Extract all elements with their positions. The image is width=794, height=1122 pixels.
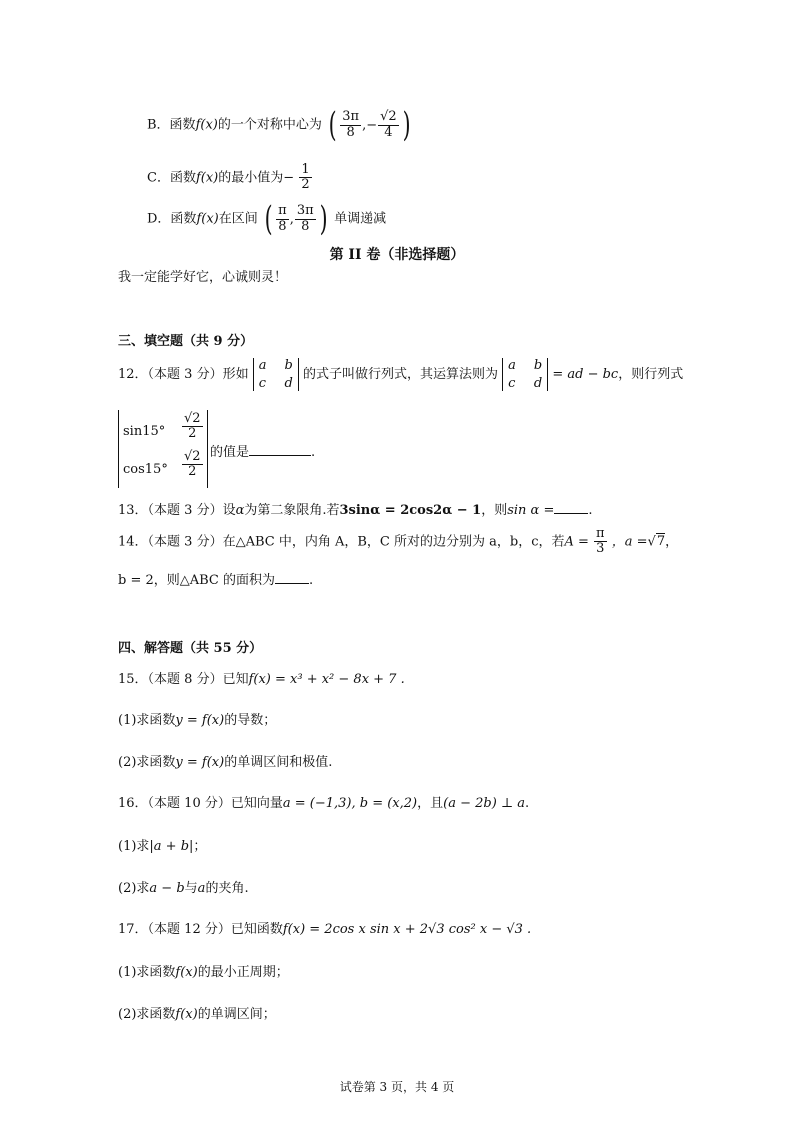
q12-tail-line: [210, 441, 315, 460]
q17-p2-post: 的单调区间；: [197, 1007, 276, 1022]
q15-part1: [118, 709, 276, 728]
q14-a-val: 7: [656, 534, 666, 550]
q12-mid: 的式子叫做行列式，其运算法则为: [302, 367, 498, 383]
q16-cond-pre: ，且: [417, 796, 444, 811]
q17-intro: 17．（本题 12 分）已知函数: [118, 922, 283, 937]
q12-det-r2c1: cos15°: [123, 462, 168, 477]
option-d-frac2-den: 8: [301, 218, 310, 234]
q16-p2-mid: 与: [184, 881, 198, 896]
option-c-frac-num: 1: [301, 162, 310, 177]
page-footer: 试卷第 3 页，共 4 页: [339, 1080, 455, 1094]
option-b-func: f(x): [195, 117, 218, 133]
q13-alpha: α: [235, 503, 245, 518]
q17-func: f(x) = 2cos x sin x + 2√3 cos² x − √3 .: [282, 922, 532, 937]
option-d-frac1-den: 8: [278, 218, 287, 234]
q16-part2: [118, 877, 249, 896]
q12-rule: = ad − bc: [552, 367, 619, 383]
q16-p1-expr: |a + b|: [149, 839, 194, 854]
q17-p2-expr: f(x): [175, 1007, 198, 1022]
q17-p2-pre: (2)求函数: [118, 1007, 176, 1022]
q14-A-den: 3: [596, 541, 605, 557]
q13-mid: 为第二象限角.若: [244, 503, 340, 518]
q12-det1-c: c: [258, 375, 266, 391]
q12-det2-b: b: [533, 358, 543, 373]
option-b-frac2-num: √2: [380, 109, 397, 125]
motto: 我一定能学好它，心诚则灵！: [118, 270, 288, 285]
q15-p1-post: 的导数；: [224, 713, 277, 728]
q14-line1: 14．（本题 3 分）在△ABC 中，内角 A，B，C 所对的边分别为 a，b，c，若A = $\frac{\pi}{3}$ ，a =√7，: [118, 526, 679, 557]
option-d-interval: ( $\frac{\pi}{8}$ , $\frac{3\pi}{8}$ ): [264, 199, 328, 239]
option-c: [147, 163, 313, 193]
option-d-suffix: 单调递减: [334, 211, 387, 227]
q12-det-r2c2-num: √2: [184, 449, 201, 464]
q12-tail: 的值是: [210, 445, 250, 460]
option-c-frac-den: 2: [301, 177, 310, 193]
q13-end: .: [588, 503, 593, 518]
q12-det-r2c2: [182, 450, 203, 480]
option-d-func: f(x): [196, 211, 219, 227]
option-b-point: ( $\frac{3\pi}{8}$ ,− $\frac{√2}{4}$ ): [328, 105, 411, 145]
option-b-frac1-num: 3π: [342, 109, 360, 125]
q16-p1-post: ；: [193, 839, 207, 854]
option-b-prefix: B．函数: [147, 117, 196, 133]
option-b-mid: 的一个对称中心为: [217, 117, 322, 133]
option-d-prefix: D．函数: [147, 211, 197, 227]
option-c-mid: 的最小值为: [218, 170, 284, 186]
q12-det2-d: d: [533, 375, 543, 391]
q12-det-r1c2: [182, 412, 203, 442]
q14-line2-pre: b = 2，则△ABC 的面积为: [118, 573, 276, 588]
q17-p1-post: 的最小正周期；: [197, 965, 289, 980]
q12-det1: [253, 358, 299, 391]
option-b: [147, 105, 413, 145]
option-d-sep: ,: [289, 211, 294, 227]
q12-pre: 12．（本题 3 分）形如: [118, 367, 249, 383]
q14-line2: [118, 569, 313, 588]
q13-ask: sin α =: [507, 503, 555, 518]
q16-p2-expr: a − b: [149, 881, 185, 896]
q12-answer-blank: [249, 455, 311, 456]
q14-answer-blank: [275, 583, 309, 584]
q15-part2: [118, 751, 332, 770]
q13-line: [118, 499, 593, 518]
q15-p2-post: 的单调区间和极值.: [224, 755, 333, 770]
q12-det2-a: a: [508, 358, 516, 373]
q15-p2-expr: y = f(x): [175, 755, 225, 770]
q12-post: ，则行列式: [618, 367, 684, 383]
q13-answer-blank: [554, 513, 588, 514]
q12-det-r1c2-num: √2: [184, 411, 201, 426]
section4-title: 四、解答题（共 55 分）: [118, 641, 263, 656]
q14-pre: 14．（本题 3 分）在△ABC 中，内角 A，B，C 所对的边分别为 a，b，c，若: [118, 534, 565, 550]
q12-det-r1c2-den: 2: [188, 426, 197, 442]
q16-part1: [118, 835, 206, 854]
option-c-func: f(x): [195, 170, 219, 186]
q17-part1: [118, 961, 289, 980]
q16-p2-expr2: a: [197, 881, 206, 896]
q13-post: ，则: [481, 503, 508, 518]
q12-det2-c: c: [508, 375, 516, 391]
q17-p1-pre: (1)求函数: [118, 965, 176, 980]
q15-p2-pre: (2)求函数: [118, 755, 176, 770]
q15-p1-pre: (1)求函数: [118, 713, 176, 728]
option-c-prefix: C．函数: [147, 170, 196, 186]
option-d-mid: 在区间: [218, 211, 258, 227]
option-d: [147, 199, 387, 239]
q17-part2: [118, 1003, 276, 1022]
q16-end: .: [525, 796, 530, 811]
q12-line1: [118, 358, 683, 391]
volume-title: 第 II 卷（非选择题）: [329, 247, 465, 263]
option-b-sep: ,−: [362, 117, 378, 133]
option-d-frac2-num: 3π: [296, 203, 314, 219]
q16-intro: 16．（本题 10 分）已知向量: [118, 796, 283, 811]
q14-A-label: A =: [564, 534, 589, 550]
q17-p1-expr: f(x): [175, 965, 198, 980]
option-c-neg: −: [283, 170, 295, 186]
q15-p1-expr: y = f(x): [175, 713, 225, 728]
option-d-frac1-num: π: [278, 203, 287, 219]
q16-p2-post: 的夹角.: [205, 881, 249, 896]
q12-det-r1c1: sin15°: [123, 424, 166, 439]
q12-det1-b: b: [284, 358, 293, 373]
q16-vec-expr: a = (−1,3), b = (x,2): [282, 796, 418, 811]
q12-det1-d: d: [284, 375, 293, 391]
q16-p2-pre: (2)求: [118, 881, 150, 896]
option-b-frac1-den: 8: [346, 124, 355, 140]
q16-line1: [118, 792, 529, 811]
q15-intro: 15．（本题 8 分）已知: [118, 672, 249, 687]
section3-title: 三、填空题（共 9 分）: [118, 334, 254, 349]
q13-pre: 13．（本题 3 分）设: [118, 503, 236, 518]
q16-p1-pre: (1)求: [118, 839, 150, 854]
q12-end: .: [311, 445, 316, 460]
q17-line1: [118, 918, 531, 937]
q15-line1: [118, 668, 405, 687]
option-b-frac2-den: 4: [384, 124, 393, 140]
q12-det2: [502, 358, 548, 391]
q14-A-num: π: [596, 526, 605, 541]
q13-cond: 3sinα = 2cos2α − 1: [339, 503, 482, 518]
q12-det1-a: a: [258, 358, 267, 373]
q14-a-label: ，a =: [611, 534, 648, 550]
q16-cond: (a − 2b) ⊥ a: [443, 796, 526, 811]
q12-det-r2c2-den: 2: [188, 464, 197, 480]
q15-func: f(x) = x³ + x² − 8x + 7 .: [248, 672, 405, 687]
q14-end: .: [309, 573, 314, 588]
